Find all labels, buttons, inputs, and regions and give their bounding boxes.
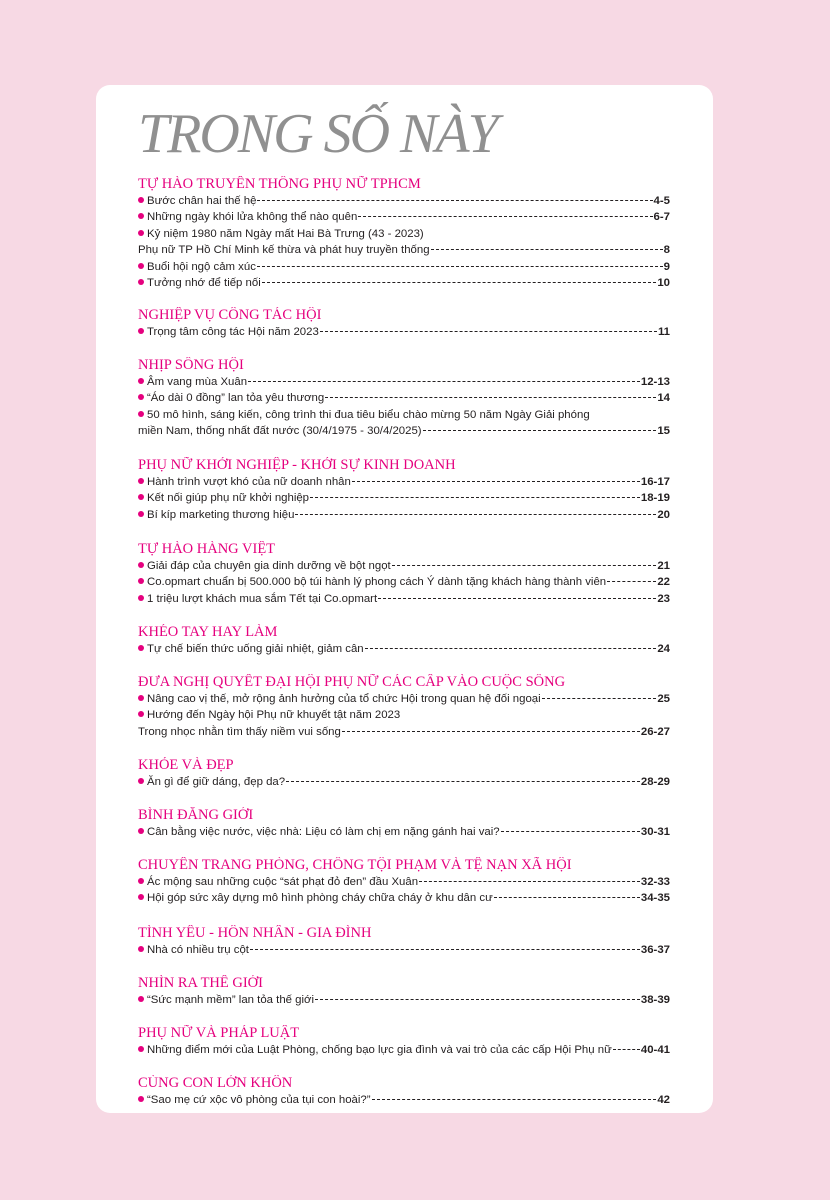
bullet-icon xyxy=(138,695,144,701)
entry-title: Co.opmart chuẩn bị 500.000 bộ túi hành lý phong cách Ý dành tặng khách hàng thành viên xyxy=(147,576,607,589)
section-title: CÙNG CON LỚN KHÔN xyxy=(138,1075,293,1091)
section-title: BÌNH ĐẲNG GIỚI xyxy=(138,807,254,823)
entry-title: Hội góp sức xây dựng mô hình phòng cháy chữa cháy ở khu dân cư xyxy=(147,892,493,905)
entry-title: Hành trình vượt khó của nữ doanh nhân xyxy=(147,476,351,488)
entry-title: Nâng cao vị thế, mở rộng ảnh hưởng của tổ chức Hội trong quan hệ đối ngoại xyxy=(147,693,541,705)
section-title: TÌNH YÊU - HÔN NHÂN - GIA ĐÌNH xyxy=(138,925,372,941)
page-number: 36-37 xyxy=(640,944,670,956)
page-number: 21 xyxy=(657,560,670,572)
dot-leader xyxy=(423,430,657,431)
bullet-icon xyxy=(138,411,144,417)
bullet-icon xyxy=(138,562,144,568)
entry-title: Nhà có nhiều trụ cột xyxy=(147,944,249,956)
toc-entry[interactable] xyxy=(138,707,670,723)
page-number: 11 xyxy=(657,326,670,338)
toc-section xyxy=(138,1075,670,1108)
toc-section xyxy=(138,857,670,907)
toc-section xyxy=(138,1025,670,1058)
entry-title: Phụ nữ TP Hồ Chí Minh kế thừa và phát huy truyền thống xyxy=(138,244,430,257)
toc-entry[interactable] xyxy=(138,242,670,258)
dot-leader xyxy=(392,565,657,566)
toc-section xyxy=(138,176,670,291)
page-number: 4-5 xyxy=(653,195,670,207)
entry-title: Hướng đến Ngày hội Phụ nữ khuyết tật năm 2023 xyxy=(147,709,401,722)
dot-leader xyxy=(342,731,640,732)
toc-entry[interactable] xyxy=(138,824,670,840)
bullet-icon xyxy=(138,478,144,484)
page-title: TRONG SỐ NÀY xyxy=(138,103,497,165)
dot-leader xyxy=(365,648,657,649)
page-number: 25 xyxy=(657,693,670,705)
dot-leader xyxy=(320,331,657,332)
bullet-icon xyxy=(138,878,144,884)
page-number: 42 xyxy=(657,1094,670,1106)
bullet-icon xyxy=(138,828,144,834)
page-number: 15 xyxy=(657,425,670,438)
dot-leader xyxy=(358,216,652,217)
bullet-icon xyxy=(138,197,144,203)
toc-entry[interactable] xyxy=(138,407,670,423)
entry-title: 1 triệu lượt khách mua sắm Tết tại Co.opmart xyxy=(147,592,378,605)
entry-title: Những ngày khói lửa không thể nào quên xyxy=(147,211,358,224)
dot-leader xyxy=(372,1099,657,1100)
dot-leader xyxy=(250,949,640,950)
bullet-icon xyxy=(138,578,144,584)
toc-entry[interactable] xyxy=(138,558,670,574)
section-title: NHỊP SỐNG HỘI xyxy=(138,357,244,373)
toc-entry[interactable] xyxy=(138,691,670,707)
page-number: 10 xyxy=(657,276,670,289)
toc-entry[interactable] xyxy=(138,591,670,607)
dot-leader xyxy=(325,397,656,398)
toc-entry[interactable] xyxy=(138,507,670,523)
toc-entry[interactable] xyxy=(138,641,670,657)
dot-leader xyxy=(501,831,640,832)
toc-section xyxy=(138,674,670,740)
bullet-icon xyxy=(138,946,144,952)
page-number: 9 xyxy=(663,260,670,273)
entry-title: Ác mộng sau những cuộc “sát phạt đỏ đen” đầu Xuân xyxy=(147,876,419,888)
dot-leader xyxy=(257,266,663,267)
page-number: 20 xyxy=(657,508,670,521)
toc-section xyxy=(138,757,670,790)
bullet-icon xyxy=(138,263,144,269)
page-number: 22 xyxy=(657,576,670,589)
page-number: 38-39 xyxy=(640,994,670,1006)
page-number: 26-27 xyxy=(640,725,670,738)
toc-entry[interactable] xyxy=(138,193,670,209)
dot-leader xyxy=(419,881,640,882)
toc-entry[interactable] xyxy=(138,423,670,439)
bullet-icon xyxy=(138,511,144,517)
page-number: 32-33 xyxy=(640,876,670,888)
bullet-icon xyxy=(138,894,144,900)
toc-section xyxy=(138,357,670,440)
dot-leader xyxy=(378,598,656,599)
toc-entry[interactable] xyxy=(138,474,670,490)
toc-entry[interactable] xyxy=(138,774,670,790)
entry-title: “Áo dài 0 đồng” lan tỏa yêu thương xyxy=(147,392,325,405)
toc-section xyxy=(138,307,670,340)
toc-section xyxy=(138,925,670,958)
dot-leader xyxy=(542,698,657,699)
dot-leader xyxy=(494,897,640,898)
toc-entry[interactable] xyxy=(138,490,670,506)
entry-title: Kết nối giúp phụ nữ khởi nghiệp xyxy=(147,492,310,505)
toc-entry[interactable] xyxy=(138,724,670,740)
entry-title: miền Nam, thống nhất đất nước (30/4/1975 - 30/4/2025) xyxy=(138,425,422,438)
dot-leader xyxy=(286,781,640,782)
toc-entry[interactable] xyxy=(138,574,670,590)
toc-section xyxy=(138,541,670,607)
dot-leader xyxy=(607,581,656,582)
bullet-icon xyxy=(138,494,144,500)
section-title: ĐƯA NGHỊ QUYẾT ĐẠI HỘI PHỤ NỮ CÁC CẤP VÀO CUỘC SỐNG xyxy=(138,674,566,690)
dot-leader xyxy=(613,1049,640,1050)
entry-title: Trong nhọc nhằn tìm thấy niềm vui sống xyxy=(138,725,341,738)
toc-section xyxy=(138,807,670,840)
page-number: 34-35 xyxy=(640,892,670,905)
toc-entry[interactable] xyxy=(138,992,670,1008)
dot-leader xyxy=(310,497,640,498)
toc-entry[interactable] xyxy=(138,890,670,906)
section-title: KHÉO TAY HAY LÀM xyxy=(138,624,278,640)
section-title: NHÌN RA THẾ GIỚI xyxy=(138,975,263,991)
bullet-icon xyxy=(138,595,144,601)
page-number: 8 xyxy=(663,244,670,257)
toc-entry[interactable] xyxy=(138,1092,670,1108)
entry-title: Ăn gì để giữ dáng, đẹp da? xyxy=(147,776,286,788)
page-number: 23 xyxy=(657,592,670,605)
bullet-icon xyxy=(138,328,144,334)
section-title: PHỤ NỮ VÀ PHÁP LUẬT xyxy=(138,1025,300,1041)
section-title: NGHIỆP VỤ CÔNG TÁC HỘI xyxy=(138,307,322,323)
bullet-icon xyxy=(138,1096,144,1102)
toc-entry[interactable] xyxy=(138,942,670,958)
entry-title: Tự chế biến thức uống giải nhiệt, giảm cân xyxy=(147,643,364,655)
dot-leader xyxy=(352,481,640,482)
bullet-icon xyxy=(138,645,144,651)
toc-section xyxy=(138,975,670,1008)
toc-section xyxy=(138,624,670,657)
page-number: 30-31 xyxy=(640,826,670,838)
dot-leader xyxy=(431,249,663,250)
entry-title: “Sức mạnh mềm” lan tỏa thế giới xyxy=(147,994,315,1006)
entry-title: Bước chân hai thế hệ xyxy=(147,195,257,207)
toc-entry[interactable] xyxy=(138,874,670,890)
bullet-icon xyxy=(138,378,144,384)
page-number: 24 xyxy=(657,643,670,655)
toc-entry[interactable] xyxy=(138,390,670,406)
bullet-icon xyxy=(138,213,144,219)
entry-title: Cân bằng việc nước, việc nhà: Liệu có làm chị em nặng gánh hai vai? xyxy=(147,826,500,838)
bullet-icon xyxy=(138,996,144,1002)
bullet-icon xyxy=(138,230,144,236)
toc-entry[interactable] xyxy=(138,324,670,340)
dot-leader xyxy=(248,381,640,382)
bullet-icon xyxy=(138,394,144,400)
bullet-icon xyxy=(138,778,144,784)
toc-section xyxy=(138,457,670,523)
toc-entry[interactable] xyxy=(138,209,670,225)
section-title: TỰ HÀO HÀNG VIỆT xyxy=(138,541,276,557)
entry-title: Giải đáp của chuyên gia dinh dưỡng về bột ngọt xyxy=(147,560,391,572)
bullet-icon xyxy=(138,1046,144,1052)
toc-entry[interactable] xyxy=(138,374,670,390)
entry-title: Tưởng nhớ để tiếp nối xyxy=(147,276,261,289)
page-number: 12-13 xyxy=(640,376,670,388)
page-number: 28-29 xyxy=(640,776,670,788)
entry-title: “Sao mẹ cứ xộc vô phòng của tụi con hoài?” xyxy=(147,1094,371,1106)
page-number: 6-7 xyxy=(653,211,670,224)
entry-title: Kỷ niệm 1980 năm Ngày mất Hai Bà Trưng (43 - 2023) xyxy=(147,227,424,240)
page-number: 16-17 xyxy=(640,476,670,488)
dot-leader xyxy=(295,514,656,515)
entry-title: Bí kíp marketing thương hiệu xyxy=(147,508,295,521)
section-title: KHỎE VÀ ĐẸP xyxy=(138,757,234,773)
page-number: 18-19 xyxy=(640,492,670,505)
section-title: PHỤ NỮ KHỞI NGHIỆP - KHỞI SỰ KINH DOANH xyxy=(138,457,456,473)
entry-title: 50 mô hình, sáng kiến, công trình thi đua tiêu biểu chào mừng 50 năm Ngày Giải phóng xyxy=(147,408,590,421)
entry-title: Những điểm mới của Luật Phòng, chống bạo lực gia đình và vai trò của các cấp Hội Phụ nữ xyxy=(147,1044,612,1056)
page-number: 14 xyxy=(657,392,670,405)
dot-leader xyxy=(257,200,652,201)
toc-entry[interactable] xyxy=(138,226,670,242)
dot-leader xyxy=(262,282,657,283)
page-number: 40-41 xyxy=(640,1044,670,1056)
dot-leader xyxy=(315,999,640,1000)
bullet-icon xyxy=(138,279,144,285)
entry-title: Buổi hội ngộ cảm xúc xyxy=(147,260,256,273)
toc-entry[interactable] xyxy=(138,259,670,275)
toc-entry[interactable] xyxy=(138,275,670,291)
entry-title: Âm vang mùa Xuân xyxy=(147,376,248,388)
toc-entry[interactable] xyxy=(138,1042,670,1058)
bullet-icon xyxy=(138,711,144,717)
entry-title: Trọng tâm công tác Hội năm 2023 xyxy=(147,326,319,338)
section-title: TỰ HÀO TRUYỀN THỐNG PHỤ NỮ TPHCM xyxy=(138,176,421,192)
section-title: CHUYÊN TRANG PHÒNG, CHỐNG TỘI PHẠM VÀ TỆ NẠN XÃ HỘI xyxy=(138,857,572,873)
